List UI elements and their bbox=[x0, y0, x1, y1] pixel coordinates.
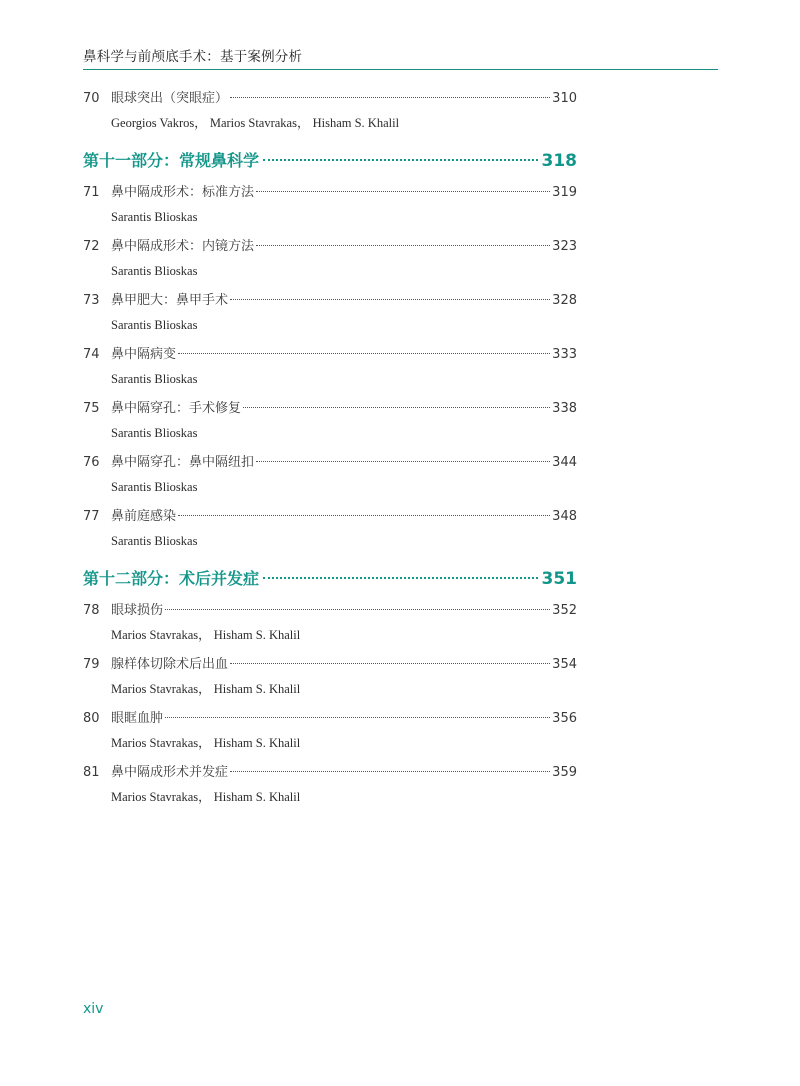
toc-entry[interactable] bbox=[83, 182, 577, 236]
page-number: xiv bbox=[83, 1001, 104, 1017]
entry-line bbox=[83, 600, 577, 622]
toc-entry[interactable] bbox=[83, 762, 577, 816]
running-header bbox=[83, 47, 718, 70]
chapter-page-number: 356 bbox=[552, 711, 577, 726]
entry-line bbox=[83, 654, 577, 676]
dot-leader bbox=[230, 299, 550, 300]
toc-entry[interactable] bbox=[83, 236, 577, 290]
chapter-number: 75 bbox=[83, 401, 100, 416]
toc-entry[interactable] bbox=[83, 452, 577, 506]
dot-leader bbox=[256, 245, 550, 246]
chapter-number: 72 bbox=[83, 239, 100, 254]
toc-entry[interactable] bbox=[83, 344, 577, 398]
chapter-title: 鼻中隔成形术：内镜方法 bbox=[111, 239, 255, 254]
chapter-authors: Sarantis Blioskas bbox=[111, 372, 198, 386]
header-rule bbox=[83, 69, 718, 70]
entry-line bbox=[83, 762, 577, 784]
entry-line bbox=[83, 708, 577, 730]
chapter-authors: Marios Stavrakas， Hisham S. Khalil bbox=[111, 628, 301, 642]
part-page-number: 318 bbox=[541, 151, 577, 171]
entry-line bbox=[83, 344, 577, 366]
entry-line bbox=[83, 290, 577, 312]
chapter-page-number: 323 bbox=[552, 239, 577, 254]
dot-leader bbox=[263, 577, 537, 579]
chapter-page-number: 352 bbox=[552, 603, 577, 618]
chapter-authors: Sarantis Blioskas bbox=[111, 210, 198, 224]
chapter-number: 70 bbox=[83, 91, 100, 106]
chapter-authors: Sarantis Blioskas bbox=[111, 534, 198, 548]
chapter-authors: Sarantis Blioskas bbox=[111, 318, 198, 332]
chapter-number: 74 bbox=[83, 347, 100, 362]
toc-entry[interactable] bbox=[83, 654, 577, 708]
part-heading[interactable] bbox=[83, 560, 577, 598]
chapter-number: 79 bbox=[83, 657, 100, 672]
chapter-title: 眼球突出（突眼症） bbox=[111, 91, 229, 106]
entry-line bbox=[83, 506, 577, 528]
dot-leader bbox=[243, 407, 550, 408]
chapter-authors: Marios Stavrakas， Hisham S. Khalil bbox=[111, 736, 301, 750]
chapter-number: 80 bbox=[83, 711, 100, 726]
chapter-authors: Sarantis Blioskas bbox=[111, 426, 198, 440]
entry-line bbox=[83, 452, 577, 474]
chapter-authors: Sarantis Blioskas bbox=[111, 480, 198, 494]
dot-leader bbox=[165, 609, 550, 610]
entry-line bbox=[83, 88, 577, 110]
chapter-number: 71 bbox=[83, 185, 100, 200]
dot-leader bbox=[256, 461, 550, 462]
chapter-title: 鼻中隔病变 bbox=[111, 347, 177, 362]
chapter-page-number: 319 bbox=[552, 185, 577, 200]
chapter-title: 腺样体切除术后出血 bbox=[111, 657, 229, 672]
dot-leader bbox=[256, 191, 550, 192]
chapter-authors: Marios Stavrakas， Hisham S. Khalil bbox=[111, 790, 301, 804]
part-title: 第十一部分：常规鼻科学 bbox=[83, 151, 260, 170]
chapter-authors: Georgios Vakros， Marios Stavrakas， Hisham S. Khalil bbox=[111, 116, 400, 130]
chapter-authors: Sarantis Blioskas bbox=[111, 264, 198, 278]
chapter-page-number: 348 bbox=[552, 509, 577, 524]
chapter-title: 鼻中隔穿孔：鼻中隔纽扣 bbox=[111, 455, 255, 470]
book-title: 鼻科学与前颅底手术：基于案例分析 bbox=[83, 49, 303, 65]
chapter-page-number: 344 bbox=[552, 455, 577, 470]
chapter-title: 眼眶血肿 bbox=[111, 711, 164, 726]
toc-entry[interactable] bbox=[83, 600, 577, 654]
chapter-number: 76 bbox=[83, 455, 100, 470]
dot-leader bbox=[230, 771, 550, 772]
table-of-contents bbox=[83, 88, 577, 816]
part-title: 第十二部分：术后并发症 bbox=[83, 569, 260, 588]
chapter-page-number: 310 bbox=[552, 91, 577, 106]
chapter-page-number: 354 bbox=[552, 657, 577, 672]
part-heading[interactable] bbox=[83, 142, 577, 180]
entry-line bbox=[83, 236, 577, 258]
toc-entry[interactable] bbox=[83, 290, 577, 344]
chapter-page-number: 333 bbox=[552, 347, 577, 362]
chapter-title: 鼻甲肥大：鼻甲手术 bbox=[111, 293, 229, 308]
dot-leader bbox=[178, 353, 550, 354]
entry-line bbox=[83, 182, 577, 204]
chapter-title: 鼻中隔成形术并发症 bbox=[111, 765, 229, 780]
entry-line bbox=[83, 398, 577, 420]
chapter-number: 81 bbox=[83, 765, 100, 780]
toc-entry[interactable] bbox=[83, 708, 577, 762]
chapter-title: 眼球损伤 bbox=[111, 603, 164, 618]
chapter-number: 73 bbox=[83, 293, 100, 308]
chapter-title: 鼻前庭感染 bbox=[111, 509, 177, 524]
chapter-page-number: 328 bbox=[552, 293, 577, 308]
chapter-title: 鼻中隔成形术：标准方法 bbox=[111, 185, 255, 200]
dot-leader bbox=[263, 159, 537, 161]
toc-entry[interactable] bbox=[83, 398, 577, 452]
dot-leader bbox=[178, 515, 550, 516]
part-page-number: 351 bbox=[541, 569, 577, 589]
dot-leader bbox=[230, 97, 550, 98]
chapter-page-number: 359 bbox=[552, 765, 577, 780]
chapter-authors: Marios Stavrakas， Hisham S. Khalil bbox=[111, 682, 301, 696]
dot-leader bbox=[230, 663, 550, 664]
dot-leader bbox=[165, 717, 550, 718]
chapter-title: 鼻中隔穿孔：手术修复 bbox=[111, 401, 242, 416]
toc-entry[interactable] bbox=[83, 88, 577, 142]
toc-entry[interactable] bbox=[83, 506, 577, 560]
chapter-page-number: 338 bbox=[552, 401, 577, 416]
chapter-number: 78 bbox=[83, 603, 100, 618]
chapter-number: 77 bbox=[83, 509, 100, 524]
